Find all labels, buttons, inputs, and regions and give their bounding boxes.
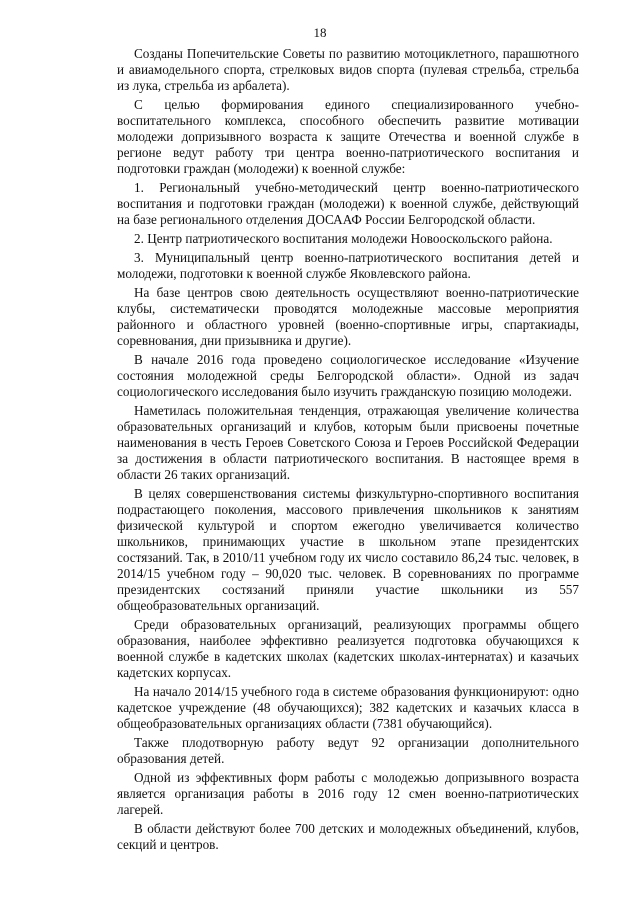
paragraph: Одной из эффективных форм работы с молодежью допризывного возраста является организация работы в 2016 году 12 смен военно-патриотических лагерей. xyxy=(117,770,579,817)
paragraph: В начале 2016 года проведено социологическое исследование «Изучение состояния молодежной среды Белгородской области». Одной из задач социологического исследования было изучить гражданскую позицию молодежи. xyxy=(117,352,579,399)
paragraph: 1. Региональный учебно-методический центр военно-патриотического воспитания и подготовки граждан (молодежи) к военной службе, действующий на базе регионального отделения ДОСААФ России Белгородской области. xyxy=(117,180,579,227)
paragraph: На начало 2014/15 учебного года в системе образования функционируют: одно кадетское учреждение (48 обучающихся); 382 кадетских и казачьих класса в общеобразовательных организациях области (7381 обучающийся). xyxy=(117,684,579,731)
paragraph: В целях совершенствования системы физкультурно-спортивного воспитания подрастающего поколения, массового привлечения школьников к занятиям физической культурой и спортом ежегодно увеличивается количество школьников, принимающих участие в школьном этапе президентских состязаний. Так, в 2010/11 учебном году их число составило 86,24 тыс. человек, в 2014/15 учебном году – 90,020 тыс. человек. В соревнованиях по программе президентских состязаний приняли участие школьники из 557 общеобразовательных организаций. xyxy=(117,486,579,613)
paragraph: Среди образовательных организаций, реализующих программы общего образования, наиболее эффективно реализуется подготовка обучающихся к военной службе в кадетских школах (кадетских школах-интернатах) и казачьих кадетских корпусах. xyxy=(117,617,579,680)
paragraph: 3. Муниципальный центр военно-патриотического воспитания детей и молодежи, подготовки к военной службе Яковлевского района. xyxy=(117,250,579,281)
paragraph: С целью формирования единого специализированного учебно-воспитательного комплекса, способного обеспечить развитие мотивации молодежи допризывного возраста к защите Отечества и военной службе в регионе ведут работу три центра военно-патриотического воспитания и подготовки граждан (молодежи) к военной службе: xyxy=(117,97,579,176)
paragraph: На базе центров свою деятельность осуществляют военно-патриотические клубы, систематически проводятся молодежные массовые мероприятия районного и областного уровней (военно-спортивные игры, спартакиады, соревнования, дни призывника и другие). xyxy=(117,285,579,348)
paragraph: Наметилась положительная тенденция, отражающая увеличение количества образовательных организаций и клубов, которым были присвоены почетные наименования в честь Героев Советского Союза и Героев Российской Федерации за достижения в области патриотического воспитания. В настоящее время в области 26 таких организаций. xyxy=(117,403,579,482)
page-number: 18 xyxy=(313,25,327,40)
paragraph: 2. Центр патриотического воспитания молодежи Новооскольского района. xyxy=(134,231,553,246)
paragraph: В области действуют более 700 детских и молодежных объединений, клубов, секций и центров. xyxy=(117,821,579,852)
document-body xyxy=(117,46,579,856)
paragraph: Созданы Попечительские Советы по развитию мотоциклетного, парашютного и авиамодельного спорта, стрелковых видов спорта (пулевая стрельба, стрельба из лука, стрельба из арбалета). xyxy=(117,46,579,93)
paragraph: Также плодотворную работу ведут 92 организации дополнительного образования детей. xyxy=(117,735,579,766)
